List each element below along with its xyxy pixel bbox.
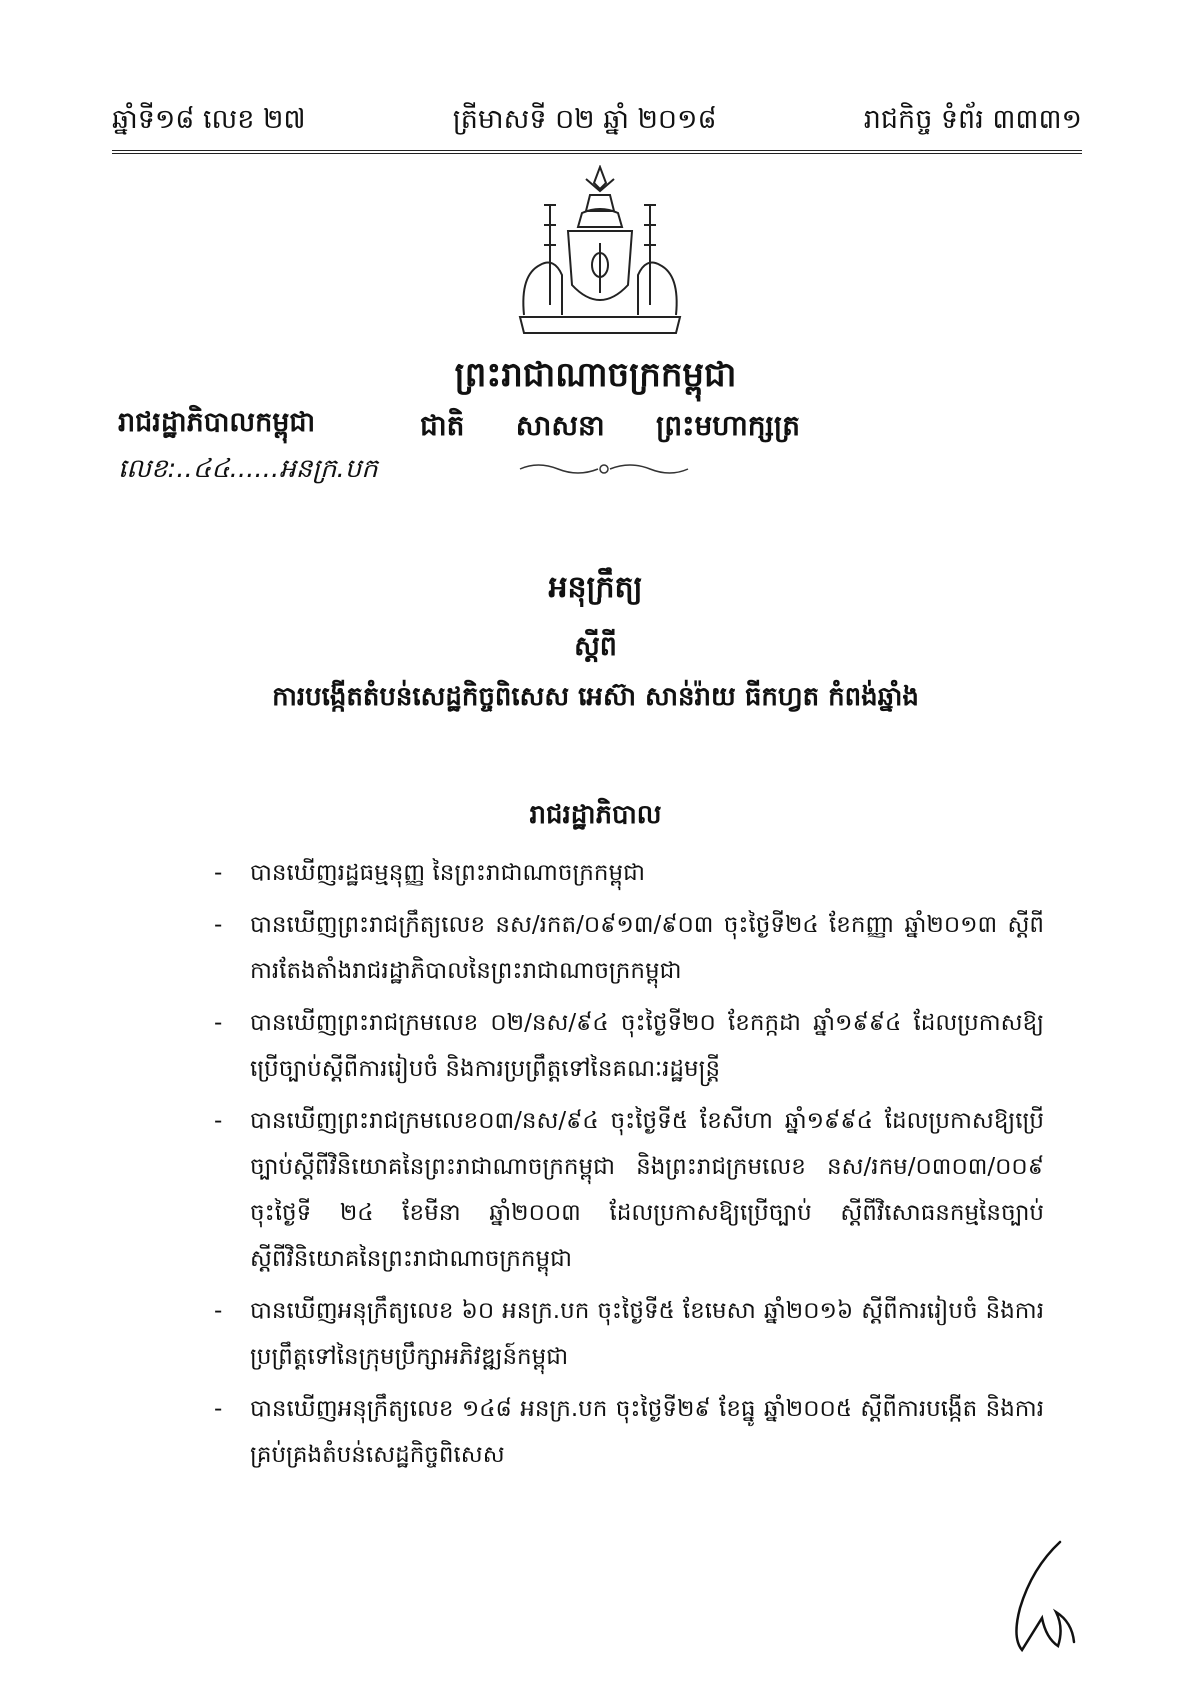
document-subject: ការបង្កើតតំបន់សេដ្ឋកិច្ចពិសេស អេស៊ា សាន់រ៉ាយ ធីកហ្វត កំពង់ឆ្នាំង (272, 682, 919, 712)
list-item: - បានឃើញព្រះរាជក្រមលេខ០៣/នស/៩៤ ចុះថ្ងៃទី៥ ខែសីហា ឆ្នាំ១៩៩៤ ដែលប្រកាសឱ្យប្រើច្បាប់ស្តីពីវិនិយោគនៃព្រះរាជាណាចក្រកម្ពុជា និងព្រះរាជក្រមលេខ នស/រកម/០៣០៣/០០៩ ចុះថ្ងៃទី ២៤ ខែមីនា ឆ្នាំ២០០៣ ដែលប្រកាសឱ្យប្រើច្បាប់ ស្តីពីវិសោធនកម្មនៃច្បាប់ស្តីពីវិនិយោគនៃព្រះរាជាណាចក្រកម្ពុជា (214, 1098, 1044, 1282)
list-item: - បានឃើញព្រះរាជក្រមលេខ ០២/នស/៩៤ ចុះថ្ងៃទី២០ ខែកក្កដា ឆ្នាំ១៩៩៤ ដែលប្រកាសឱ្យប្រើច្បាប់ស្តីពីការរៀបចំ និងការប្រព្រឹត្តទៅនៃគណៈរដ្ឋមន្ត្រី (214, 1000, 1044, 1092)
list-item: - បានឃើញអនុក្រឹត្យលេខ ១៤៨ អនក្រ.បក ចុះថ្ងៃទី២៩ ខែធ្នូ ឆ្នាំ២០០៥ ស្តីពីការបង្កើត និងការគ្រប់គ្រងតំបន់សេដ្ឋកិច្ចពិសេស (214, 1386, 1044, 1478)
document-about: ស្តីពី (574, 631, 617, 662)
list-item: - បានឃើញព្រះរាជក្រឹត្យលេខ នស/រកត/០៩១៣/៩០៣ ចុះថ្ងៃទី២៤ ខែកញ្ញា ឆ្នាំ២០១៣ ស្តីពីការតែងតាំងរាជរដ្ឋាភិបាលនៃព្រះរាជាណាចក្រកម្ពុជា (214, 902, 1044, 994)
header-page: រាជកិច្ច ទំព័រ ៣៣៣១ (863, 104, 1082, 135)
document-title: អនុក្រឹត្យ (548, 570, 643, 605)
reference-label: លេខ: (118, 454, 177, 484)
reference-value: ..៤៤......អនក្រ.បក (176, 454, 378, 484)
national-motto (420, 408, 800, 449)
list-item: - បានឃើញរដ្ឋធម្មនុញ្ញ នៃព្រះរាជាណាចក្រកម្ពុជា (214, 850, 1044, 896)
kingdom-name: ព្រះរាជាណាចក្រកម្ពុជា (454, 355, 737, 395)
issuing-authority: រាជរដ្ឋាភិបាលកម្ពុជា (118, 407, 316, 438)
reference-number (118, 452, 378, 490)
preamble-list (214, 850, 1044, 1484)
initials-signature-icon (1002, 1538, 1082, 1656)
divider-ornament-icon (518, 461, 690, 477)
motto-king: ព្រះមហាក្សត្រ (656, 409, 800, 442)
header-issue: ឆ្នាំទី១៨ លេខ ២៧ (112, 104, 306, 135)
preamble-heading: រាជរដ្ឋាភិបាល (529, 800, 662, 830)
page-header (112, 92, 1082, 154)
header-quarter: ត្រីមាសទី ០២ ឆ្នាំ ២០១៨ (452, 104, 717, 135)
royal-coat-of-arms-icon (510, 165, 690, 343)
list-item: - បានឃើញអនុក្រឹត្យលេខ ៦០ អនក្រ.បក ចុះថ្ងៃទី៥ ខែមេសា ឆ្នាំ២០១៦ ស្តីពីការរៀបចំ និងការប្រព្រឹត្តទៅនៃក្រុមប្រឹក្សាអភិវឌ្ឍន៍កម្ពុជា (214, 1288, 1044, 1380)
motto-nation: ជាតិ (420, 409, 465, 442)
motto-religion: សាសនា (515, 409, 605, 442)
